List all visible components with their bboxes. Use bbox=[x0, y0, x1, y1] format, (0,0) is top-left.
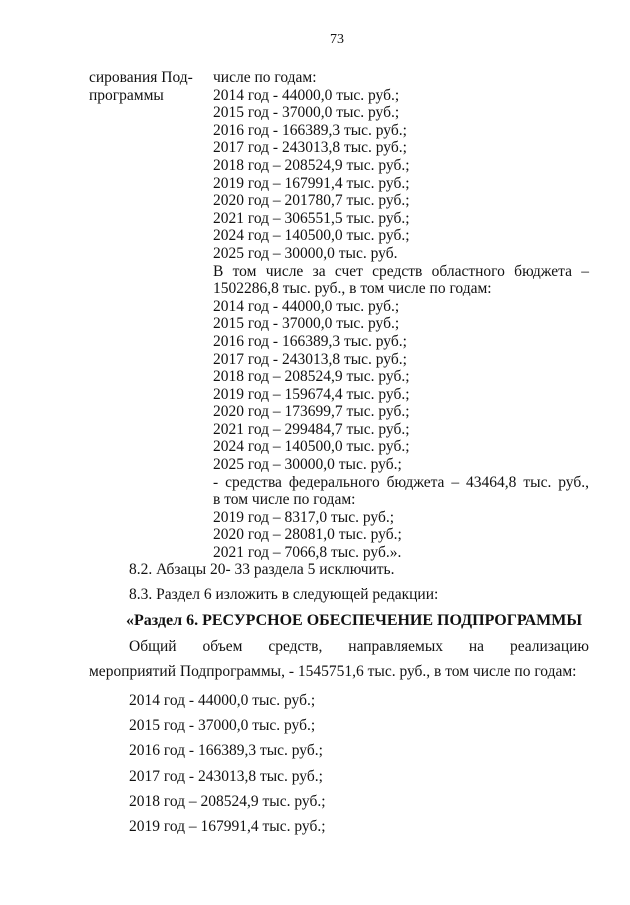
year-line: 2019 год – 167991,4 тыс. руб.; bbox=[213, 174, 410, 192]
year-line: 2024 год – 140500,0 тыс. руб.; bbox=[213, 438, 410, 456]
body-line: Общий объем средств, направляемых на реализацию bbox=[129, 638, 589, 655]
table-left-cell bbox=[89, 69, 209, 104]
year-line: 2016 год - 166389,3 тыс. руб.; bbox=[213, 332, 407, 350]
year-line: 2015 год - 37000,0 тыс. руб.; bbox=[213, 104, 400, 122]
paragraph-8-2: 8.2. Абзацы 20- 33 раздела 5 исключить. bbox=[129, 561, 395, 578]
year-line: 2021 год – 7066,8 тыс. руб.». bbox=[213, 544, 402, 562]
year-line: 2017 год - 243013,8 тыс. руб.; bbox=[213, 139, 407, 157]
year-line: 2015 год - 37000,0 тыс. руб.; bbox=[213, 315, 400, 333]
federal-budget-line: - средства федерального бюджета – 43464,8 тыс. руб., bbox=[213, 473, 589, 491]
table-right-cell bbox=[213, 69, 589, 562]
year-line: 2025 год – 30000,0 тыс. руб. bbox=[213, 244, 398, 262]
left-cell-line: сирования Под- bbox=[89, 69, 193, 86]
paragraph-8-3: 8.3. Раздел 6 изложить в следующей редакции: bbox=[129, 586, 439, 603]
year-line: 2025 год – 30000,0 тыс. руб.; bbox=[213, 456, 402, 474]
year-line: 2017 год - 243013,8 тыс. руб.; bbox=[213, 350, 407, 368]
year-line: 2018 год – 208524,9 тыс. руб.; bbox=[213, 368, 410, 386]
year-line: 2014 год - 44000,0 тыс. руб.; bbox=[129, 692, 316, 709]
funding-intro: числе по годам: bbox=[213, 69, 317, 86]
year-list bbox=[129, 688, 326, 839]
federal-budget-line: в том числе по годам: bbox=[213, 491, 356, 509]
year-line: 2018 год – 208524,9 тыс. руб.; bbox=[213, 156, 410, 174]
year-line: 2020 год – 173699,7 тыс. руб.; bbox=[213, 403, 410, 421]
year-line: 2017 год - 243013,8 тыс. руб.; bbox=[129, 767, 323, 785]
year-line: 2016 год - 166389,3 тыс. руб.; bbox=[213, 121, 407, 139]
regional-budget-line: 1502286,8 тыс. руб., в том числе по годам: bbox=[213, 280, 492, 298]
page-number: 73 bbox=[330, 32, 344, 47]
year-line: 2021 год – 299484,7 тыс. руб.; bbox=[213, 420, 410, 438]
year-line: 2016 год - 166389,3 тыс. руб.; bbox=[129, 742, 323, 760]
year-line: 2019 год – 159674,4 тыс. руб.; bbox=[213, 385, 410, 403]
year-line: 2019 год – 167991,4 тыс. руб.; bbox=[129, 818, 326, 836]
year-line: 2018 год – 208524,9 тыс. руб.; bbox=[129, 792, 326, 810]
regional-budget-line: В том числе за счет средств областного бюджета – bbox=[213, 262, 589, 280]
year-line: 2020 год – 201780,7 тыс. руб.; bbox=[213, 192, 410, 210]
section-heading: «Раздел 6. РЕСУРСНОЕ ОБЕСПЕЧЕНИЕ ПОДПРОГРАММЫ bbox=[126, 612, 583, 629]
year-line: 2014 год - 44000,0 тыс. руб.; bbox=[213, 86, 400, 104]
year-line: 2021 год – 306551,5 тыс. руб.; bbox=[213, 209, 410, 227]
body-line: мероприятий Подпрограммы, - 1545751,6 тыс. руб., в том числе по годам: bbox=[89, 663, 577, 680]
left-cell-line: программы bbox=[89, 86, 164, 104]
year-line: 2014 год - 44000,0 тыс. руб.; bbox=[213, 297, 400, 315]
year-line: 2019 год – 8317,0 тыс. руб.; bbox=[213, 508, 395, 526]
year-line: 2024 год – 140500,0 тыс. руб.; bbox=[213, 227, 410, 245]
year-line: 2015 год - 37000,0 тыс. руб.; bbox=[129, 717, 316, 735]
year-line: 2020 год – 28081,0 тыс. руб.; bbox=[213, 526, 402, 544]
